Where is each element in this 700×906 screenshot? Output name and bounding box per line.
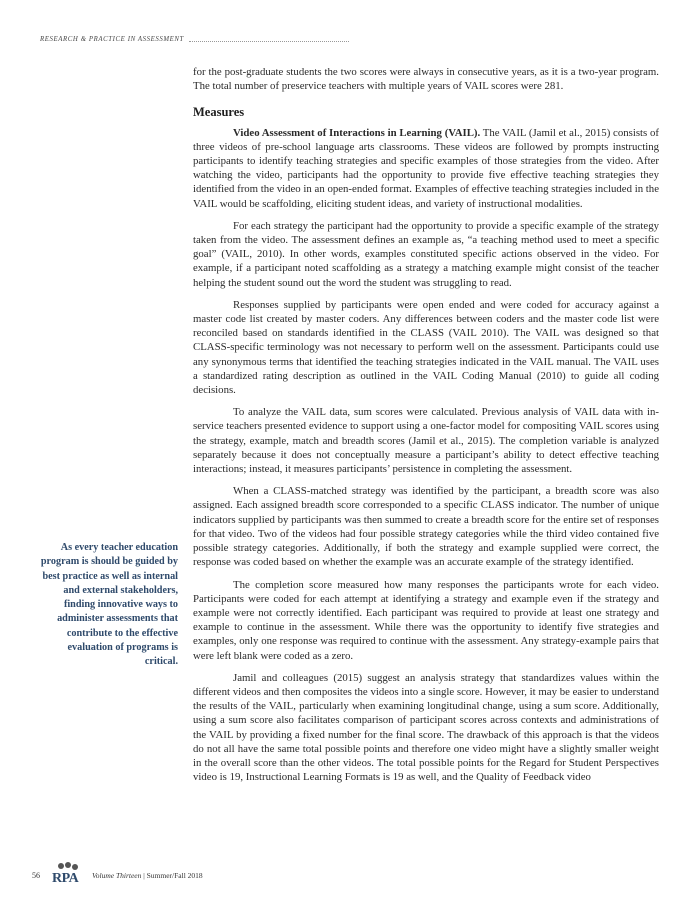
vail-paragraph-body: The VAIL (Jamil et al., 2015) consists of three videos of pre-school language arts classrooms. These videos are followed by prompts instructing participants to identify teaching strategies and specific examples of those strategies from the video. After watching the video, participants had the opportunity to provide five effective teaching strategies they identified from the video in an open-ended format. Examples of effective teaching strategies included in the VAIL would be scaffolding, eliciting student ideas, and variety of instructional modalities.: [193, 126, 660, 210]
vail-paragraph: [193, 126, 659, 211]
paragraph: For each strategy the participant had the opportunity to provide a specific example of the strategy taken from the video. The assessment defines an example as, “a teaching method used to meet a specific goal” (VAIL, 2010). In other words, examples constituted specific actions observed in the video. For example, if a participant noted scaffolding as a strategy a matching example might consist of the teacher helping the student sound out the word the student was struggling to read.: [193, 219, 659, 289]
vail-run-in-heading: Video Assessment of Interactions in Learning (VAIL).: [233, 126, 481, 139]
paragraph: When a CLASS-matched strategy was identified by the participant, a breadth score was also assigned. Each assigned breadth score corresponded to a specific CLASS indicator. The number of unique indicators supplied by participants was then summed to create a breadth score for the entire set of responses for that video. Two of the videos had four possible strategy categories while the third video contained five possible strategy categories. Additionally, if both the strategy and example supplied were correct, the response was coded based on whether the example was an accurate example of the strategy identified.: [193, 485, 659, 569]
logo-text: RPA: [52, 871, 79, 886]
issue-label: Summer/Fall 2018: [146, 870, 203, 880]
rpa-logo: [50, 862, 86, 888]
paragraph: Responses supplied by participants were open ended and were coded for accuracy against a master code list created by master coders. Any differences between coders and the master code list were reconciled based on standards identified in the CLASS (VAIL 2010). The VAIL was designed so that CLASS-specific terminology was not necessary to perform well on the assessment. Participants could use any synonymous terms that identified the teaching strategies indicated in the VAIL manual. The VAIL uses a standardized rating description as outlined in the VAIL Coding Manual (2010) to guide all coding decisions.: [193, 298, 659, 397]
main-text-column: [193, 65, 659, 792]
logo-paw-dot: [58, 863, 64, 869]
footer-separator: |: [141, 870, 147, 880]
logo-paw-dot: [72, 864, 78, 870]
paragraph: To analyze the VAIL data, sum scores were calculated. Previous analysis of VAIL data with in-service teachers presented evidence to support using a one-factor model for compositing VAIL scores using the strategy, example, match and breadth scores (Jamil et al., 2015). The completion variable is analyzed separately because it does not conceptually measure a participant’s ability to detect effective teaching interactions; instead, it measures participants’ persistence in completing the assessment.: [193, 406, 659, 476]
paragraph: Jamil and colleagues (2015) suggest an analysis strategy that standardizes values within the different videos and then composites the videos into a single score. However, it may be easier to understand the results of the VAIL, particularly when examining longitudinal change, using a sum score. Additionally, using a sum score also facilitates comparison of participant scores across contexts and administrations of the VAIL by providing a fixed number for the final score. The drawback of this approach is that the videos do not all have the same total possible points and therefore one video might have a slightly smaller weight in the overall score than the other videos. The total possible points for the Regard for Student Perspectives video is 19, Instructional Learning Formats is 19 as well, and the Quality of Feedback video: [193, 671, 659, 784]
page-number: 56: [32, 870, 40, 880]
pull-quote: As every teacher education program is should be guided by best practice as well as internal and external stakeholders, finding innovative ways to administer assessments that contribute to the effective evaluation of programs is critical.: [40, 542, 178, 668]
page-footer: [32, 862, 203, 888]
running-head-rule: [189, 37, 349, 42]
intro-paragraph: for the post-graduate students the two scores were always in consecutive years, as it is a two-year program. The total number of preservice teachers with multiple years of VAIL scores were 281.: [193, 66, 659, 93]
section-heading: Measures: [193, 105, 245, 120]
running-head: [40, 32, 660, 46]
logo-paw-dot: [65, 862, 71, 868]
volume-label: Volume Thirteen: [92, 870, 142, 880]
running-head-text: RESEARCH & PRACTICE IN ASSESSMENT: [40, 35, 184, 43]
paragraph: The completion score measured how many responses the participants wrote for each video. Participants were coded for each attempt at identifying a strategy and example even if the strategy and example were not correctly identified. Each participant was required to provide at least one strategy and example to continue in the assessment. While there was the opportunity to identify five strategies and examples, only one response was required to continue with the assessment. Any strategy-example pairs that were left blank were coded as a zero.: [193, 578, 659, 662]
